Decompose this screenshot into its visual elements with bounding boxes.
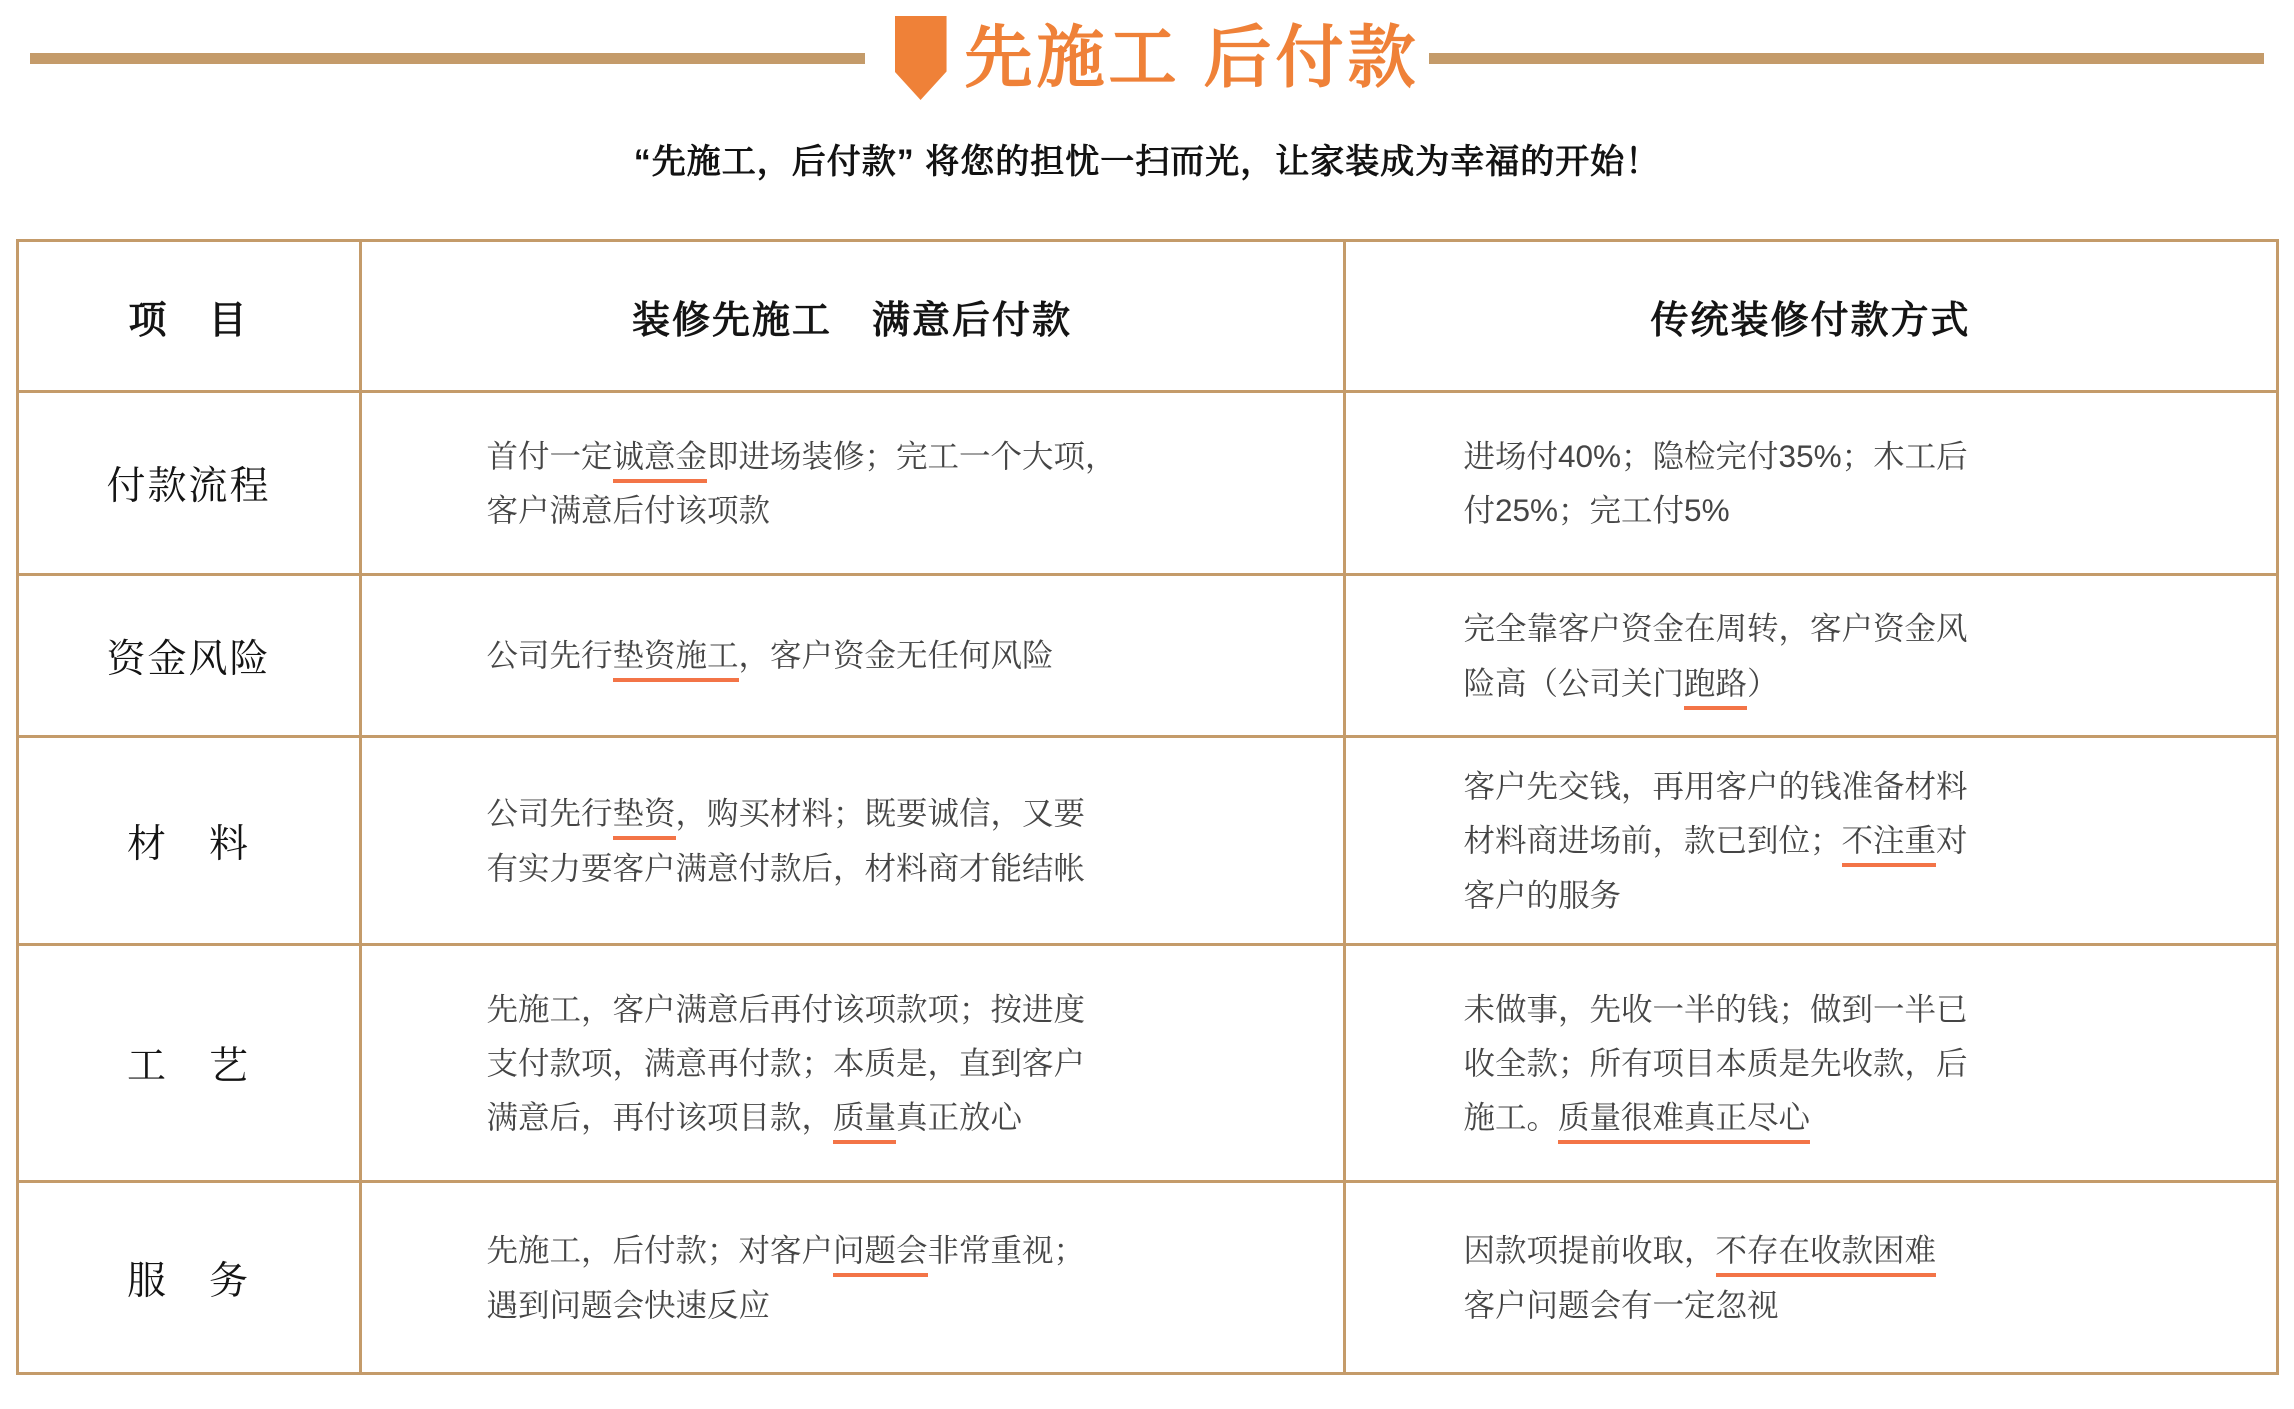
underlined-phrase: 不存在收款困难 bbox=[1716, 1232, 1937, 1277]
underlined-phrase: 垫资施工 bbox=[613, 637, 739, 682]
column-header-item: 项 目 bbox=[17, 241, 360, 392]
text-segment: 材料商进场前，款已到位； bbox=[1463, 822, 1842, 859]
underlined-phrase: 质量 bbox=[833, 1099, 896, 1144]
row-label: 工 艺 bbox=[17, 945, 360, 1182]
table-row-capital-risk bbox=[17, 575, 2277, 737]
right-divider-line bbox=[1429, 53, 2264, 64]
page-subtitle: “先施工，后付款” 将您的担忧一扫而光，让家装成为幸福的开始！ bbox=[633, 143, 1661, 181]
text-segment: 满意后，再付该项目款， bbox=[486, 1099, 834, 1136]
text-segment: 未做事，先收一半的钱；做到一半已 bbox=[1463, 990, 1968, 1027]
text-segment: 因款项提前收取， bbox=[1463, 1232, 1716, 1269]
text-segment: 先施工，后付款；对客户 bbox=[486, 1232, 834, 1269]
traditional-cell bbox=[1344, 1182, 2277, 1374]
brand-header bbox=[0, 2, 2294, 114]
text-segment: 公司先行 bbox=[486, 637, 613, 674]
text-segment: 险高（公司关门 bbox=[1463, 664, 1685, 701]
text-segment: 施工。 bbox=[1463, 1099, 1559, 1136]
left-divider-line bbox=[30, 53, 865, 64]
underlined-phrase: 质量很难真正尽心 bbox=[1558, 1099, 1810, 1144]
table-row-craftsmanship bbox=[17, 945, 2277, 1182]
comparison-table bbox=[16, 239, 2279, 1375]
text-segment: 对 bbox=[1936, 822, 1968, 859]
bookmark-ribbon-icon bbox=[895, 16, 947, 100]
table-row-payment-process bbox=[17, 392, 2277, 575]
page-title: 先施工 后付款 bbox=[964, 20, 1420, 96]
table-row-service bbox=[17, 1182, 2277, 1374]
table-header-row bbox=[17, 241, 2277, 392]
row-label: 资金风险 bbox=[17, 575, 360, 737]
traditional-cell bbox=[1344, 575, 2277, 737]
text-segment: 客户先交钱，再用客户的钱准备材料 bbox=[1463, 768, 1968, 805]
text-segment: 收全款；所有项目本质是先收款，后 bbox=[1463, 1044, 1968, 1081]
ours-cell bbox=[360, 392, 1344, 575]
underlined-phrase: 跑路 bbox=[1684, 665, 1747, 710]
text-segment: 支付款项，满意再付款；本质是，直到客户 bbox=[486, 1044, 1086, 1081]
row-label: 服 务 bbox=[17, 1182, 360, 1374]
text-segment: ） bbox=[1747, 664, 1779, 701]
text-segment: 遇到问题会快速反应 bbox=[486, 1286, 771, 1323]
text-segment: 非常重视； bbox=[927, 1232, 1086, 1269]
text-segment: 即进场装修；完工一个大项， bbox=[707, 437, 1117, 474]
ours-cell bbox=[360, 575, 1344, 737]
traditional-cell bbox=[1344, 737, 2277, 945]
column-header-traditional: 传统装修付款方式 bbox=[1344, 241, 2277, 392]
text-segment: 有实力要客户满意付款后，材料商才能结帐 bbox=[486, 849, 1086, 886]
row-label: 材 料 bbox=[17, 737, 360, 945]
text-segment: 首付一定 bbox=[486, 437, 613, 474]
text-segment: 客户的服务 bbox=[1463, 876, 1622, 913]
underlined-phrase: 问题会 bbox=[833, 1232, 928, 1277]
ours-cell bbox=[360, 737, 1344, 945]
text-segment: 完全靠客户资金在周转，客户资金风 bbox=[1463, 610, 1968, 647]
text-segment: 客户满意后付该项款 bbox=[486, 492, 771, 528]
text-segment: 真正放心 bbox=[896, 1099, 1023, 1136]
column-header-ours: 装修先施工 满意后付款 bbox=[360, 241, 1344, 392]
text-segment: 付25%；完工付5% bbox=[1463, 492, 1730, 528]
underlined-phrase: 垫资 bbox=[613, 795, 676, 840]
table-row-materials bbox=[17, 737, 2277, 945]
row-label: 付款流程 bbox=[17, 392, 360, 575]
text-segment: 进场付40%；隐检完付35%；木工后 bbox=[1463, 437, 1968, 474]
text-segment: ，购买材料；既要诚信，又要 bbox=[675, 795, 1086, 832]
ours-cell bbox=[360, 1182, 1344, 1374]
text-segment: ，客户资金无任何风险 bbox=[738, 637, 1054, 674]
text-segment: 先施工，客户满意后再付该项款项；按进度 bbox=[486, 990, 1086, 1027]
text-segment: 公司先行 bbox=[486, 795, 613, 832]
text-segment: 客户问题会有一定忽视 bbox=[1463, 1286, 1779, 1323]
underlined-phrase: 诚意金 bbox=[613, 438, 708, 483]
underlined-phrase: 不注重 bbox=[1842, 822, 1937, 867]
traditional-cell bbox=[1344, 945, 2277, 1182]
ours-cell bbox=[360, 945, 1344, 1182]
traditional-cell bbox=[1344, 392, 2277, 575]
promo-page bbox=[0, 2, 2294, 1409]
